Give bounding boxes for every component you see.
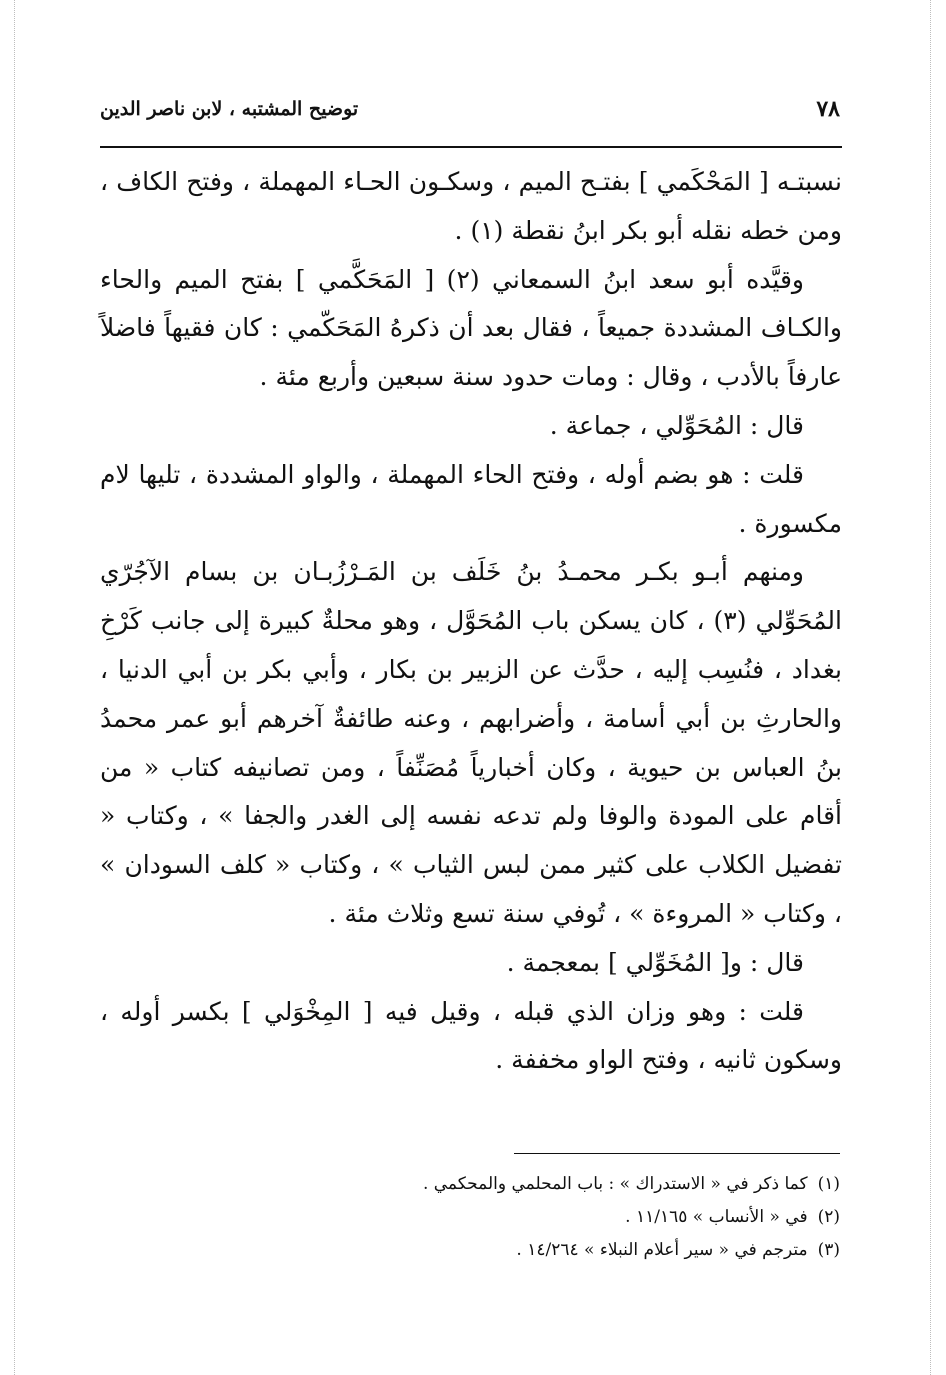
footnote — [300, 1201, 840, 1234]
page-number: ٧٨ — [816, 96, 840, 122]
footnotes — [300, 1168, 840, 1267]
running-title: توضيح المشتبه ، لابن ناصر الدين — [100, 98, 359, 120]
footnote-text: في « الأنساب » ١١/١٦٥ . — [625, 1207, 808, 1227]
footnote-text: مترجم في « سير أعلام النبلاء » ١٤/٢٦٤ . — [516, 1240, 808, 1260]
paragraph: ومنهم أبـو بكـر محمـدُ بنُ خَلَف بن المَـرْزُبـان بن بسام الآجُرّي المُحَوِّلي (٣) ، كان يسكن باب المُحَوَّل ، وهو محلةٌ كبيرة إلى جانب كَرْخِ بغداد ، فنُسِب إليه ، حدَّث عن الزبير بن بكار ، وأبي بكر بن أبي الدنيا ، والحارثِ بن أبي أسامة ، وأضرابهم ، وعنه طائفةٌ آخرهم أبو عمر محمدُ بنُ العباس بن حيوية ، وكان أخبارياً مُصَنِّفاً ، ومن تصانيفه كتاب « من أقام على المودة والوفا ولم تدعه نفسه إلى الغدر والجفا » ، وكتاب « تفضيل الكلاب على كثير ممن لبس الثياب » ، وكتاب « كلف السودان » ، وكتاب « المروءة » ، تُوفي سنة تسع وثلاث مئة . — [100, 557, 842, 928]
paragraph: نسبتـه [ المَحْكَمي ] بفتـح الميم ، وسكـون الحـاء المهملة ، وفتح الكاف ، ومن خطه نقله أبو بكر ابنُ نقطة (١) . — [100, 167, 842, 245]
body-text — [100, 158, 842, 1085]
footnote-number: (١) — [817, 1174, 840, 1194]
paragraph: قلت : وهو وزان الذي قبله ، وقيل فيه [ المِخْوَلي ] بكسر أوله ، وسكون ثانيه ، وفتح الواو مخففة . — [100, 996, 842, 1075]
page-header — [100, 96, 840, 136]
paragraph: قال : المُحَوِّلي ، جماعة . — [549, 410, 804, 440]
footnote-separator — [514, 1153, 840, 1154]
paragraph: وقيَّده أبو سعد ابنُ السمعاني (٢) [ المَحَكَّمي ] بفتح الميم والحاء والكـاف المشددة جميعاً ، فقال بعد أن ذكرهُ المَحَكّمي : كان فقيهاً فاضلاً عارفاً بالأدب ، وقال : ومات حدود سنة سبعين وأربع مئة . — [100, 264, 842, 392]
header-rule — [100, 146, 842, 148]
paragraph: قال : و[ المُخَوِّلي ] بمعجمة . — [506, 947, 804, 977]
footnote — [300, 1234, 840, 1267]
paragraph: قلت : هو بضم أوله ، وفتح الحاء المهملة ، والواو المشددة ، تليها لام مكسورة . — [100, 459, 842, 538]
scan-guide-line-right — [930, 0, 931, 1375]
footnote-number: (٢) — [817, 1207, 840, 1227]
footnote-text: كما ذكر في « الاستدراك » : باب المحلمي والمحكمي . — [422, 1174, 808, 1194]
footnote — [300, 1168, 840, 1201]
footnote-number: (٣) — [817, 1240, 840, 1260]
scan-guide-line-left — [14, 0, 15, 1375]
